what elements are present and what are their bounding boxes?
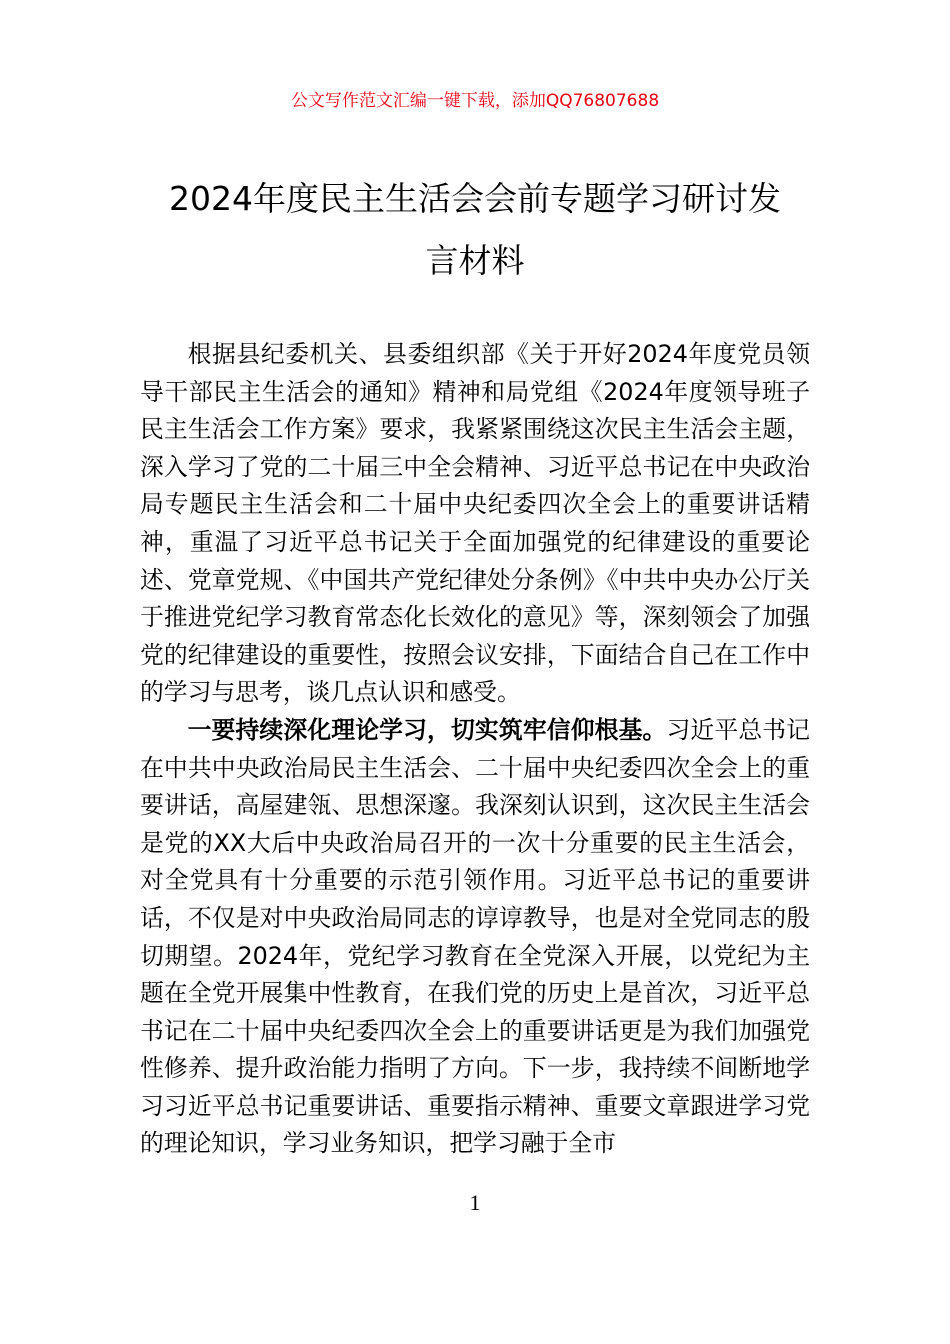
title-line-1: 2024年度民主生活会会前专题学习研讨发 <box>169 179 781 218</box>
paragraph-text: 根据县纪委机关、县委组织部《关于开好2024年度党员领导干部民主生活会的通知》精神和局党组《2024年度领导班子民主生活会工作方案》要求，我紧紧围绕这次民主生活会主题，深入学习了党的二十届三中全会精神、习近平总书记在中央政治局专题民主生活会和二十届中央纪委四次全会上的重要讲话精神，重温了习近平总书记关于全面加强党的纪律建设的重要论述、党章党规、《中国共产党纪律处分条例》《中共中央办公厅关于推进党纪学习教育常态化长效化的意见》等，深刻领会了加强党的纪律建设的重要性，按照会议安排，下面结合自己在工作中的学习与思考，谈几点认识和感受。 <box>140 340 810 707</box>
paragraph-text: 习近平总书记在中共中央政治局民主生活会、二十届中央纪委四次全会上的重要讲话，高屋建瓴、思想深邃。我深刻认识到，这次民主生活会是党的XX大后中央政治局召开的一次十分重要的民主生活会，对全党具有十分重要的示范引领作用。习近平总书记的重要讲话，不仅是对中央政治局同志的谆谆教导，也是对全党同志的殷切期望。2024年，党纪学习教育在全党深入开展，以党纪为主题在全党开展集中性教育，在我们党的历史上是首次，习近平总书记在二十届中央纪委四次全会上的重要讲话更是为我们加强党性修养、提升政治能力指明了方向。下一步，我持续不间断地学习习近平总书记重要讲话、重要指示精神、重要文章跟进学习党的理论知识，学习业务知识，把学习融于全市 <box>140 715 811 1158</box>
page-number: 1 <box>469 1190 481 1215</box>
document-body <box>140 336 810 1163</box>
download-promo-note: 公文写作范文汇编一键下载，添加QQ76807688 <box>290 91 660 111</box>
paragraph-intro <box>140 336 810 712</box>
paragraph-point-1 <box>140 712 810 1163</box>
paragraph-lead: 一要持续深化理论学习，切实筑牢信仰根基。 <box>187 715 667 744</box>
title-line-2: 言材料 <box>425 241 525 280</box>
document-title <box>130 168 820 292</box>
